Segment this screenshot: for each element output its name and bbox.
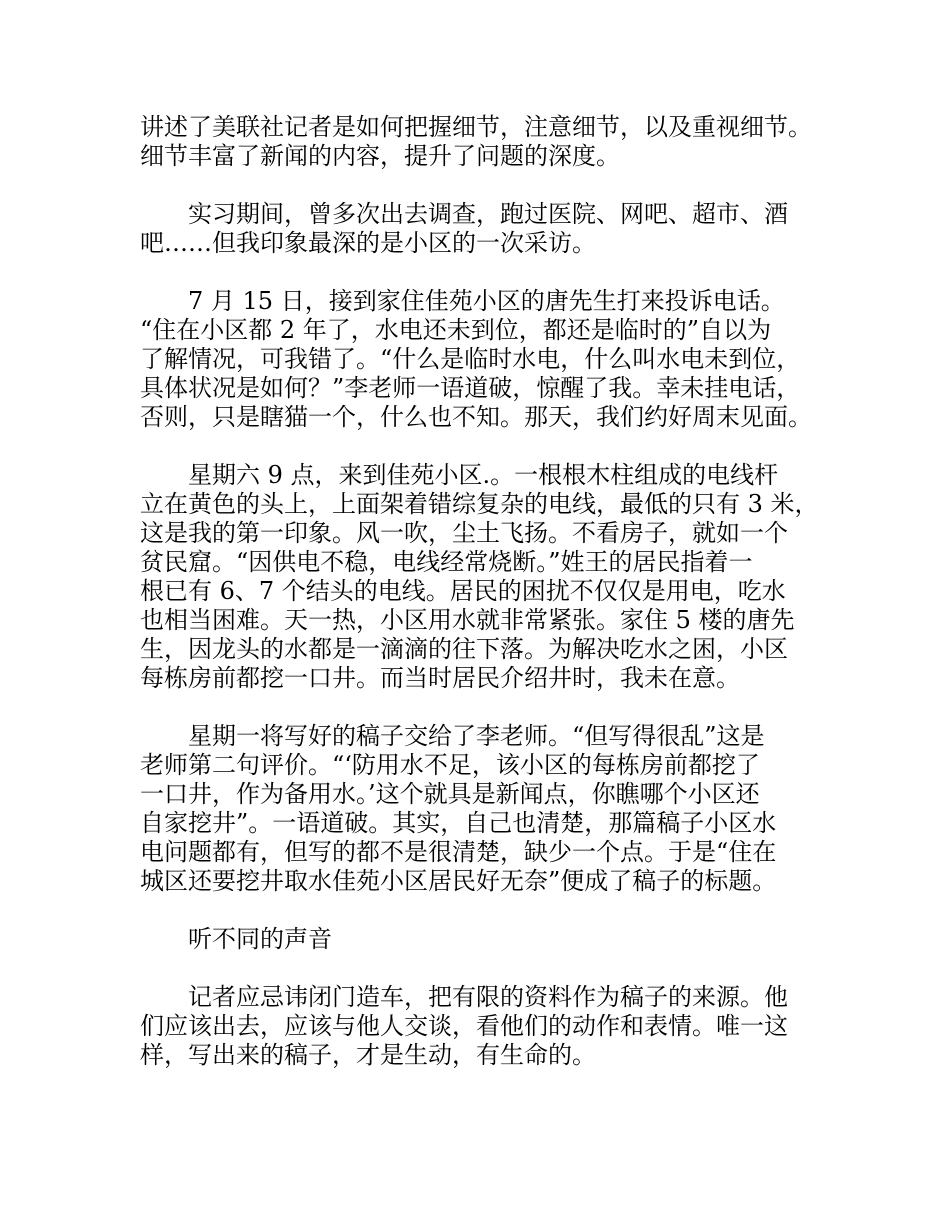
paragraph xyxy=(140,200,830,258)
text-line: 讲述了美联社记者是如何把握细节，注意细节，以及重视细节。 xyxy=(140,113,812,141)
text-line: 了解情况，可我错了。“什么是临时水电，什么叫水电未到位， xyxy=(140,345,801,373)
text-line: 城区还要挖井取水佳苑小区居民好无奈”便成了稿子的标题。 xyxy=(140,867,777,895)
paragraph xyxy=(140,287,830,432)
text-line: 也相当困难。天一热，小区用水就非常紧张。家住 5 楼的唐先 xyxy=(140,606,795,634)
text-line: 贫民窟。“因供电不稳，电线经常烧断。”姓王的居民指着一 xyxy=(140,548,753,576)
text-line: 星期六 9 点，来到佳苑小区.。一根根木柱组成的电线杆 xyxy=(140,461,779,489)
text-line: 样，写出来的稿子，才是生动，有生命的。 xyxy=(140,1041,596,1069)
text-line: 星期一将写好的稿子交给了李老师。“但写得很乱”这是 xyxy=(140,722,765,750)
text-line: 们应该出去，应该与他人交谈，看他们的动作和表情。唯一这 xyxy=(140,1012,788,1040)
text-line: 记者应忌讳闭门造车，把有限的资料作为稿子的来源。他 xyxy=(140,983,788,1011)
text-line: 自家挖井”。一语道破。其实，自己也清楚，那篇稿子小区水 xyxy=(140,809,777,837)
text-line: 一口井，作为备用水。’这个就具是新闻点，你瞧哪个小区还 xyxy=(140,780,760,808)
text-line: 否则，只是瞎猫一个，什么也不知。那天，我们约好周末见面。 xyxy=(140,403,812,431)
text-line: 立在黄色的头上，上面架着错综复杂的电线，最低的只有 3 米， xyxy=(140,490,819,518)
text-line: 7 月 15 日，接到家住佳苑小区的唐先生打来投诉电话。 xyxy=(140,287,785,315)
text-line: 具体状况是如何？”李老师一语道破，惊醒了我。幸未挂电话， xyxy=(140,374,801,402)
paragraph xyxy=(140,461,830,693)
text-line: 吧……但我印象最深的是小区的一次采访。 xyxy=(140,229,596,257)
text-line: 实习期间，曾多次出去调查，跑过医院、网吧、超市、酒 xyxy=(140,200,788,228)
text-line: 生，因龙头的水都是一滴滴的往下落。为解决吃水之困，小区 xyxy=(140,635,788,663)
paragraph xyxy=(140,722,830,896)
paragraph xyxy=(140,983,830,1070)
text-line: 细节丰富了新闻的内容，提升了问题的深度。 xyxy=(140,142,620,170)
text-line: “住在小区都 2 年了，水电还未到位，都还是临时的”自以为 xyxy=(140,316,772,344)
text-line: 电问题都有，但写的都不是很清楚，缺少一个点。于是“住在 xyxy=(140,838,777,866)
document-body xyxy=(140,113,830,1099)
paragraph xyxy=(140,113,830,171)
paragraph xyxy=(140,925,830,954)
text-line: 这是我的第一印象。风一吹，尘土飞扬。不看房子，就如一个 xyxy=(140,519,788,547)
text-line: 听不同的声音 xyxy=(140,925,332,953)
text-line: 根已有 6、7 个结头的电线。居民的困扰不仅仅是用电，吃水 xyxy=(140,577,786,605)
text-line: 老师第二句评价。“‘防用水不足，该小区的每栋房前都挖了 xyxy=(140,751,760,779)
text-line: 每栋房前都挖一口井。而当时居民介绍井时，我未在意。 xyxy=(140,664,740,692)
